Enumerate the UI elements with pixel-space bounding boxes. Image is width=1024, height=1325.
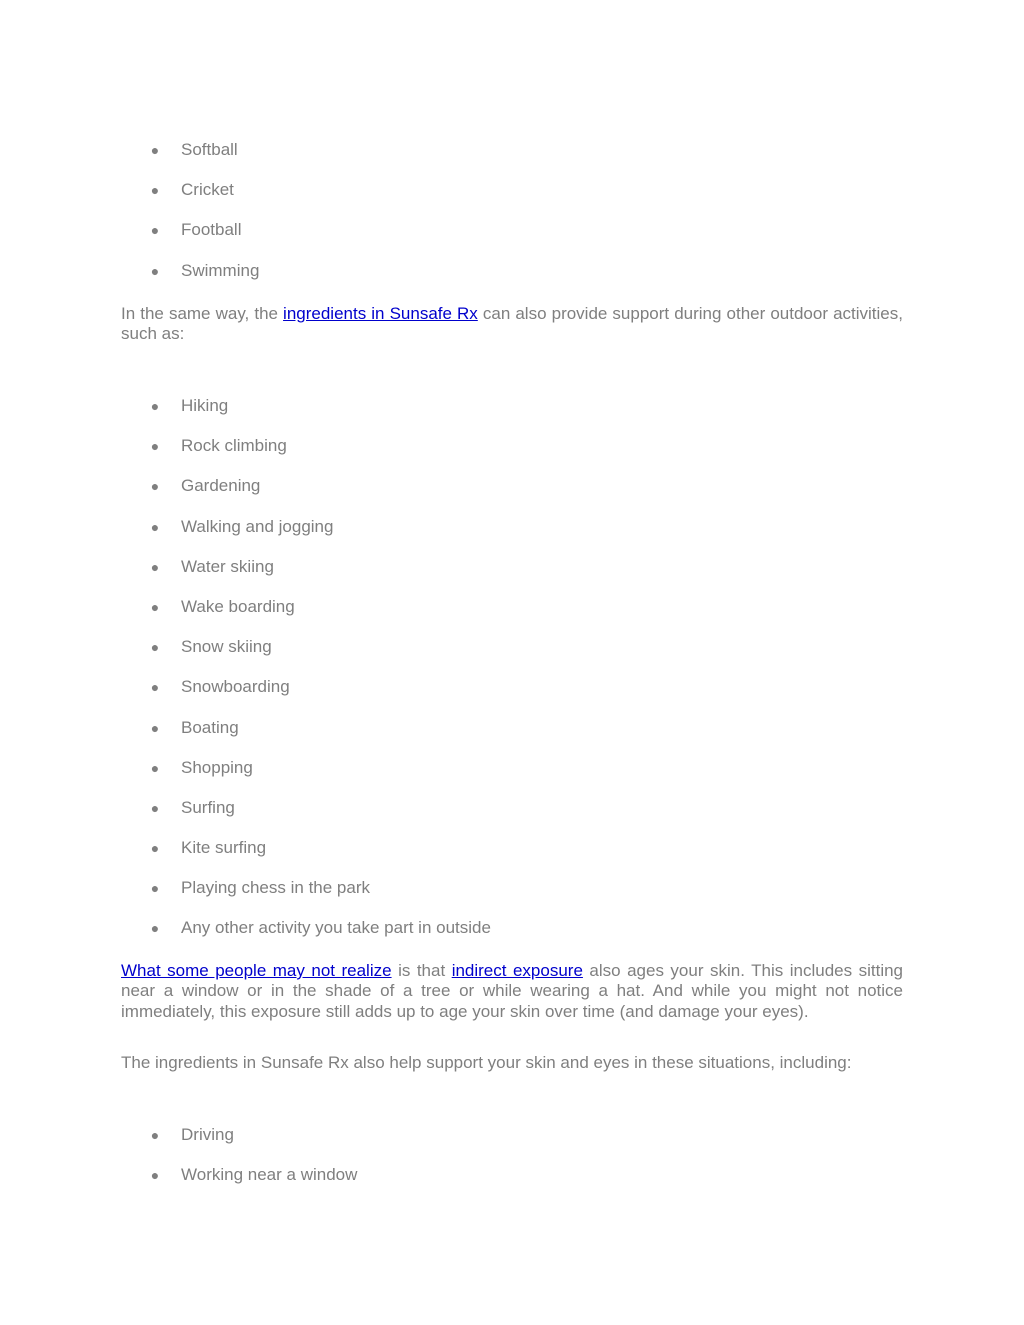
- list-item-label: Water skiing: [181, 556, 274, 576]
- list-item: [121, 838, 903, 878]
- bullet-icon: ●: [150, 438, 160, 455]
- bullet-icon: ●: [150, 639, 160, 656]
- bullet-icon: ●: [150, 558, 160, 575]
- list-item-label: Any other activity you take part in outside: [181, 918, 491, 938]
- bullet-icon: ●: [150, 222, 160, 239]
- bullet-icon: ●: [150, 920, 160, 937]
- situations-intro: The ingredients in Sunsafe Rx also help support your skin and eyes in these situations, including:: [121, 1053, 852, 1072]
- bullet-icon: ●: [150, 719, 160, 736]
- list-item: [121, 476, 903, 516]
- list-item: [121, 1125, 903, 1165]
- bullet-icon: ●: [150, 1167, 160, 1184]
- outdoor-activities-intro: [121, 304, 903, 345]
- list-item-label: Gardening: [181, 476, 261, 496]
- list-item: [121, 436, 903, 476]
- list-item: [121, 557, 903, 597]
- bullet-icon: ●: [150, 518, 160, 535]
- list-item: [121, 798, 903, 838]
- list-item-label: Wake boarding: [181, 596, 295, 616]
- list-item-label: Shopping: [181, 757, 253, 777]
- bullet-icon: ●: [150, 759, 160, 776]
- outdoor-activities-list: [121, 396, 903, 959]
- bullet-icon: ●: [150, 478, 160, 495]
- list-item-label: Working near a window: [181, 1165, 358, 1185]
- sports-list: [121, 140, 903, 301]
- list-item-label: Swimming: [181, 260, 260, 280]
- list-item: [121, 220, 903, 260]
- list-item: [121, 718, 903, 758]
- list-item-label: Football: [181, 220, 242, 240]
- indirect-exposure-link[interactable]: indirect exposure: [451, 961, 583, 980]
- list-item-label: Boating: [181, 717, 239, 737]
- situations-list: [121, 1125, 903, 1205]
- list-item-label: Playing chess in the park: [181, 878, 370, 898]
- bullet-icon: ●: [150, 1127, 160, 1143]
- bullet-icon: ●: [150, 398, 160, 414]
- list-item: [121, 140, 903, 180]
- list-item-label: Snow skiing: [181, 637, 272, 657]
- bullet-icon: ●: [150, 840, 160, 857]
- what-some-people-link[interactable]: What some people may not realize: [121, 961, 392, 980]
- bullet-icon: ●: [150, 262, 160, 279]
- list-item: [121, 396, 903, 436]
- list-item: [121, 918, 903, 958]
- bullet-icon: ●: [150, 880, 160, 897]
- indirect-exposure-paragraph: [121, 961, 903, 1022]
- list-item-label: Snowboarding: [181, 677, 290, 697]
- para-text: can also provide support during other outdoor activities, such as:: [121, 304, 903, 344]
- list-item-label: Walking and jogging: [181, 516, 334, 536]
- list-item-label: Driving: [181, 1125, 234, 1144]
- bullet-icon: ●: [150, 679, 160, 696]
- list-item: [121, 517, 903, 557]
- list-item-label: Surfing: [181, 797, 235, 817]
- list-item: [121, 878, 903, 918]
- list-item: [121, 261, 903, 301]
- list-item: [121, 758, 903, 798]
- bullet-icon: ●: [150, 142, 160, 158]
- para-text: In the same way, the: [121, 304, 284, 323]
- bullet-icon: ●: [150, 182, 160, 199]
- para-text: also ages your skin. This includes sitting near a window or in the shade of a tree or while wearing a hat. And while you might not notice immediately, this exposure still adds up to age your skin over time (and damage your eyes).: [121, 961, 904, 1021]
- list-item: [121, 597, 903, 637]
- list-item-label: Softball: [181, 140, 238, 159]
- list-item-label: Cricket: [181, 180, 234, 200]
- list-item: [121, 677, 903, 717]
- list-item: [121, 1165, 903, 1205]
- list-item-label: Hiking: [181, 396, 229, 415]
- para-text: is that: [391, 961, 452, 980]
- bullet-icon: ●: [150, 598, 160, 615]
- list-item-label: Kite surfing: [181, 838, 267, 858]
- ingredients-link[interactable]: ingredients in Sunsafe Rx: [283, 304, 478, 323]
- list-item: [121, 180, 903, 220]
- list-item: [121, 637, 903, 677]
- bullet-icon: ●: [150, 799, 160, 816]
- list-item-label: Rock climbing: [181, 436, 287, 456]
